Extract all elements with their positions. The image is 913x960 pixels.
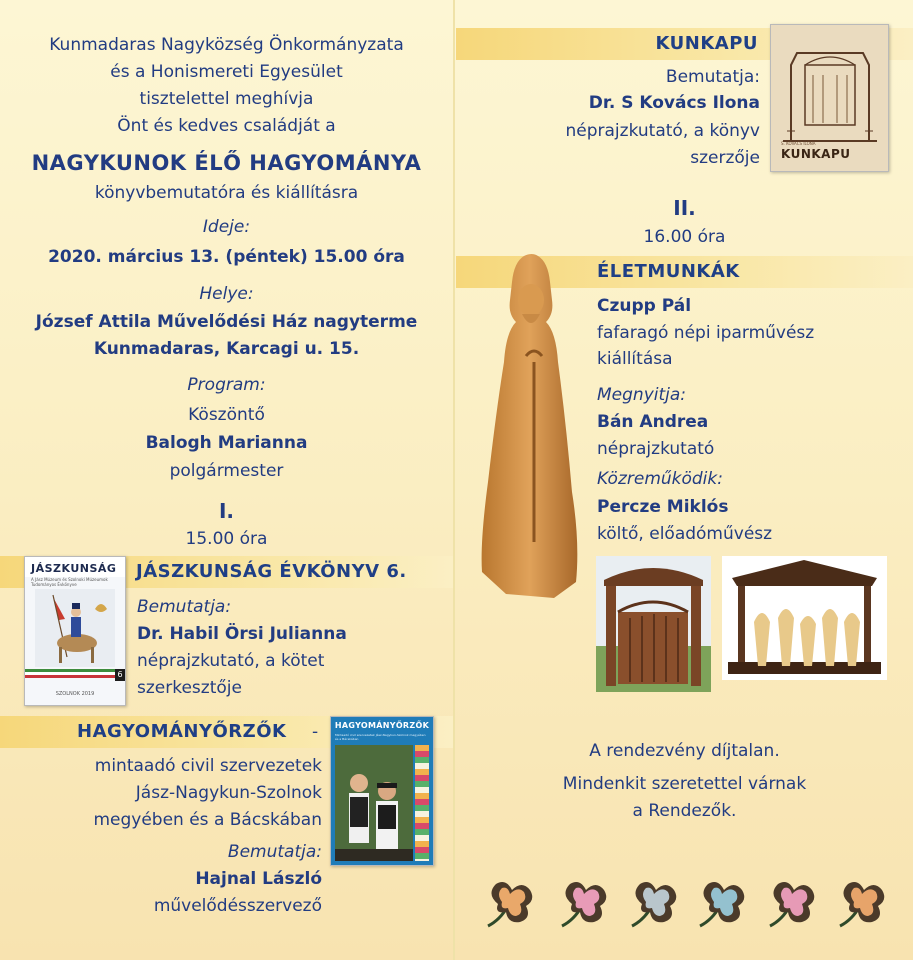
- book1-presenter-name: Dr. Habil Örsi Julianna: [137, 624, 347, 644]
- book1-presenter-label: Bemutatja:: [137, 597, 232, 617]
- time-value: 2020. március 13. (péntek) 15.00 óra: [48, 247, 405, 267]
- closing-line-2: Mindenkit szeretettel várnak: [562, 774, 807, 794]
- book1-presenter-role-1: néprajzkutató, a kötet: [137, 651, 325, 671]
- cover2-title: HAGYOMÁNYŐRZŐK: [334, 721, 430, 730]
- hagyomanyorzok-book-cover: [330, 716, 434, 866]
- contrib-label: Közreműködik:: [597, 469, 723, 489]
- folk-flower-icon: [482, 876, 538, 932]
- intro-line-3: tisztelettel meghívja: [139, 89, 314, 109]
- event-title: NAGYKUNOK ÉLŐ HAGYOMÁNYA: [31, 151, 422, 175]
- book2-presenter-name: Hajnal László: [195, 869, 322, 889]
- column-divider: [453, 0, 455, 960]
- place-label: Helye:: [199, 284, 254, 304]
- intro-line-2: és a Honismereti Egyesület: [110, 62, 343, 82]
- time-label: Ideje:: [202, 217, 251, 237]
- intro-line-1: Kunmadaras Nagyközség Önkormányzata: [49, 35, 404, 55]
- folk-flower-icon: [626, 876, 682, 932]
- kunkapu-title: KUNKAPU: [655, 33, 758, 54]
- cover2-subtitle: Mintaadó civil szervezetek Jász-Nagykun-Szolnok megyében és a Bácskában: [335, 733, 426, 741]
- folk-flower-icon: [556, 876, 612, 932]
- event-subtitle: könyvbemutatóra és kiállításra: [94, 183, 359, 203]
- book2-title-dash: -: [312, 722, 319, 742]
- part1-time: 15.00 óra: [185, 529, 268, 549]
- book1-title: JÁSZKUNSÁG ÉVKÖNYV 6.: [136, 561, 407, 582]
- kunkapu-presenter-name: Dr. S Kovács Ilona: [588, 93, 760, 113]
- opener-role: néprajzkutató: [597, 439, 715, 459]
- place-line-1: József Attila Művelődési Ház nagyterme: [35, 312, 418, 332]
- book2-presenter-role: művelődésszervező: [153, 896, 322, 916]
- contrib-role: költő, előadóművész: [597, 524, 773, 544]
- kunkapu-presenter-role-2: szerzője: [690, 148, 760, 168]
- greeter-role: polgármester: [169, 461, 284, 481]
- closing-line-3: a Rendezők.: [632, 801, 737, 821]
- cover-title-kunkapu: KUNKAPU: [781, 147, 851, 161]
- contrib-name: Percze Miklós: [597, 497, 729, 517]
- folk-flower-icon: [834, 876, 890, 932]
- opener-label: Megnyitja:: [597, 385, 687, 405]
- book2-desc-3: megyében és a Bácskában: [93, 810, 322, 830]
- closing-line-1: A rendezvény díjtalan.: [589, 741, 780, 761]
- book2-desc-1: mintaadó civil szervezetek: [94, 756, 322, 776]
- opener-name: Bán Andrea: [597, 412, 709, 432]
- wood-carving-figure: [476, 252, 586, 602]
- program-label: Program:: [187, 375, 266, 395]
- part2-time: 16.00 óra: [643, 227, 726, 247]
- folk-flower-icon: [764, 876, 820, 932]
- carved-gate-photo: [596, 556, 711, 692]
- exhibit-title: ÉLETMUNKÁK: [597, 261, 740, 282]
- kunkapu-presenter-label: Bemutatja:: [665, 67, 760, 87]
- book2-title: HAGYOMÁNYŐRZŐK: [77, 721, 287, 742]
- part1-numeral: I.: [218, 499, 235, 523]
- hussar-illustration: [35, 589, 115, 667]
- artist-role-2: kiállítása: [597, 349, 673, 369]
- folk-flower-icon: [694, 876, 750, 932]
- kunkapu-presenter-role-1: néprajzkutató, a könyv: [565, 121, 760, 141]
- jaszkunsag-book-cover: [24, 556, 126, 706]
- artist-name: Czupp Pál: [597, 296, 692, 316]
- musicians-photo: [335, 745, 413, 861]
- greeter-name: Balogh Marianna: [145, 433, 308, 453]
- cover-author: S. KOVÁCS ILONA: [781, 141, 816, 146]
- book2-presenter-label: Bemutatja:: [227, 842, 322, 862]
- cover-number: 6: [115, 669, 125, 681]
- gate-drawing: [783, 35, 877, 143]
- carved-figures-photo: [722, 556, 887, 680]
- place-line-2: Kunmadaras, Karcagi u. 15.: [93, 339, 360, 359]
- book2-desc-2: Jász-Nagykun-Szolnok: [135, 783, 322, 803]
- cover-subtitle: A Jász Múzeum és Szolnoki Múzeumok Tudományos Évkönyve: [31, 577, 108, 587]
- book1-presenter-role-2: szerkesztője: [137, 678, 242, 698]
- greeting: Köszöntő: [188, 405, 265, 425]
- artist-role-1: fafaragó népi iparművész: [597, 323, 815, 343]
- intro-line-4: Önt és kedves családját a: [117, 116, 336, 136]
- cover-title: JÁSZKUNSÁG: [31, 562, 117, 575]
- kunkapu-book-cover: [770, 24, 889, 172]
- part2-numeral: II.: [673, 196, 696, 220]
- cover-footer: SZOLNOK 2019: [55, 691, 95, 697]
